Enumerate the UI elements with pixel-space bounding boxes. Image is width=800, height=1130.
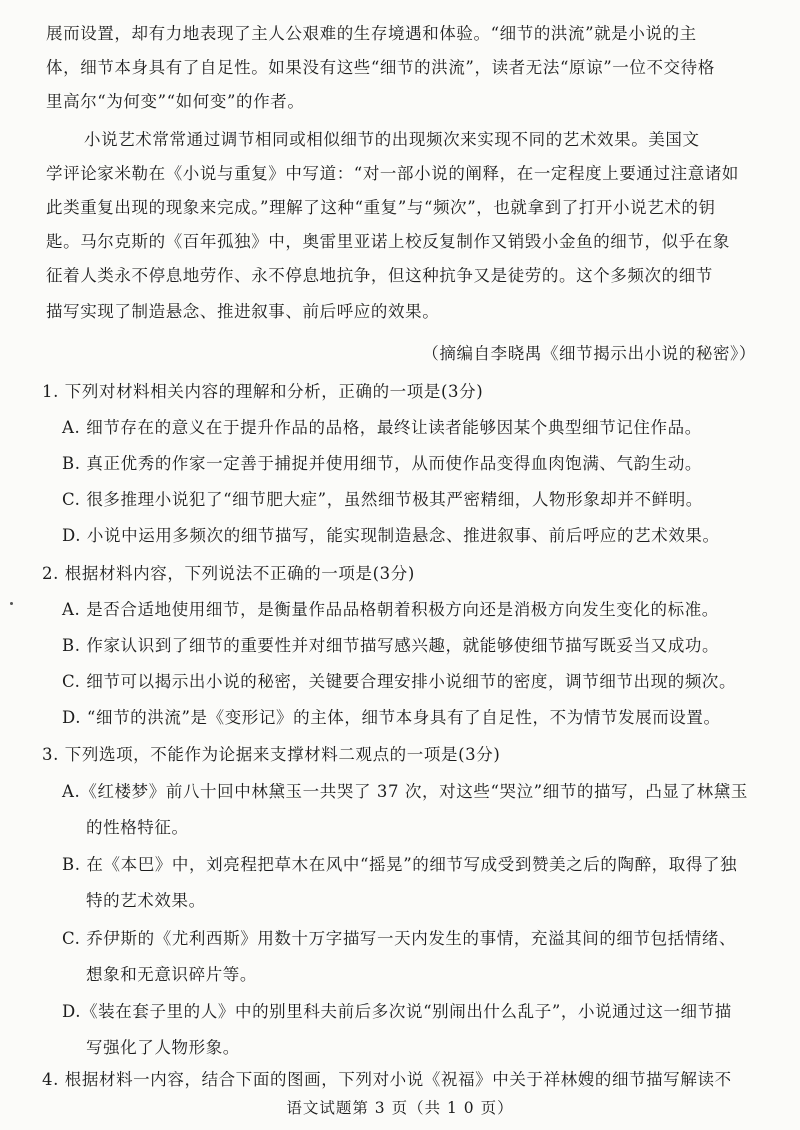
- material-line: 匙。马尔克斯的《百年孤独》中，奥雷里亚诺上校反复制作又销毁小金鱼的细节，似乎在象: [46, 232, 730, 251]
- question-stem: 1. 下列对材料相关内容的理解和分析，正确的一项是(3分): [42, 382, 484, 401]
- option-a: A.《红楼梦》前八十回中林黛玉一共哭了 37 次，对这些“哭泣”细节的描写，凸显了林黛玉: [62, 782, 748, 801]
- material-line: 里高尔“为何变”“如何变”的作者。: [46, 92, 305, 111]
- material-line: 描写实现了制造悬念、推进叙事、前后呼应的效果。: [46, 302, 440, 321]
- option-c: C. 细节可以揭示出小说的秘密，关键要合理安排小说细节的密度，调节细节出现的频次。: [62, 672, 737, 691]
- material-line: 体，细节本身具有了自足性。如果没有这些“细节的洪流”，读者无法“原谅”一位不交待格: [46, 58, 715, 77]
- option-d-continued: 写强化了人物形象。: [86, 1038, 240, 1057]
- option-d: D.《装在套子里的人》中的别里科夫前后多次说“别闹出什么乱子”，小说通过这一细节描: [62, 1002, 732, 1021]
- option-c: C. 很多推理小说犯了“细节肥大症”，虽然细节极其严密精细，人物形象却并不鲜明。: [62, 490, 703, 509]
- option-a-continued: 的性格特征。: [86, 818, 189, 837]
- option-b: B. 真正优秀的作家一定善于捕捉并使用细节，从而使作品变得血肉饱满、气韵生动。: [62, 454, 703, 473]
- option-b-continued: 特的艺术效果。: [86, 891, 206, 910]
- option-b: B. 作家认识到了细节的重要性并对细节描写感兴趣，就能够使细节描写既妥当又成功。: [62, 636, 720, 655]
- option-a: A. 细节存在的意义在于提升作品的品格，最终让读者能够因某个典型细节记住作品。: [62, 418, 702, 437]
- material-line: 小说艺术常常通过调节相同或相似细节的出现频次来实现不同的艺术效果。美国文: [84, 130, 700, 149]
- question-stem: 2. 根据材料内容，下列说法不正确的一项是(3分): [42, 564, 415, 583]
- option-d: D. 小说中运用多频次的细节描写，能实现制造悬念、推进叙事、前后呼应的艺术效果。: [62, 526, 720, 545]
- question-stem: 4. 根据材料一内容，结合下面的图画，下列对小说《祝福》中关于祥林嫂的细节描写解读不: [42, 1070, 732, 1089]
- option-b: B. 在《本巴》中，刘亮程把草木在风中“摇晃”的细节写成受到赞美之后的陶醉，取得了独: [62, 855, 738, 874]
- source-citation: （摘编自李晓禺《细节揭示出小说的秘密》）: [422, 344, 756, 363]
- material-line: 征着人类永不停息地劳作、永不停息地抗争，但这种抗争又是徒劳的。这个多频次的细节: [46, 266, 713, 285]
- option-c-continued: 想象和无意识碎片等。: [86, 965, 257, 984]
- question-stem: 3. 下列选项，不能作为论据来支撑材料二观点的一项是(3分): [42, 745, 501, 764]
- option-a: A. 是否合适地使用细节，是衡量作品品格朝着积极方向还是消极方向发生变化的标准。: [62, 600, 719, 619]
- option-d: D. “细节的洪流”是《变形记》的主体，细节本身具有了自足性，不为情节发展而设置。: [62, 708, 721, 727]
- scan-speck: [10, 602, 13, 605]
- material-line: 学评论家米勒在《小说与重复》中写道：“对一部小说的阐释，在一定程度上要通过注意诸如: [46, 164, 740, 183]
- option-c: C. 乔伊斯的《尤利西斯》用数十万字描写一天内发生的事情，充溢其间的细节包括情绪、: [62, 929, 737, 948]
- page-footer: 语文试题第 3 页（共 1 0 页）: [286, 1099, 514, 1117]
- material-line: 此类重复出现的现象来完成。”理解了这种“重复”与“频次”，也就拿到了打开小说艺术的钥: [46, 198, 716, 217]
- material-line: 展而设置，却有力地表现了主人公艰难的生存境遇和体验。“细节的洪流”就是小说的主: [46, 24, 697, 43]
